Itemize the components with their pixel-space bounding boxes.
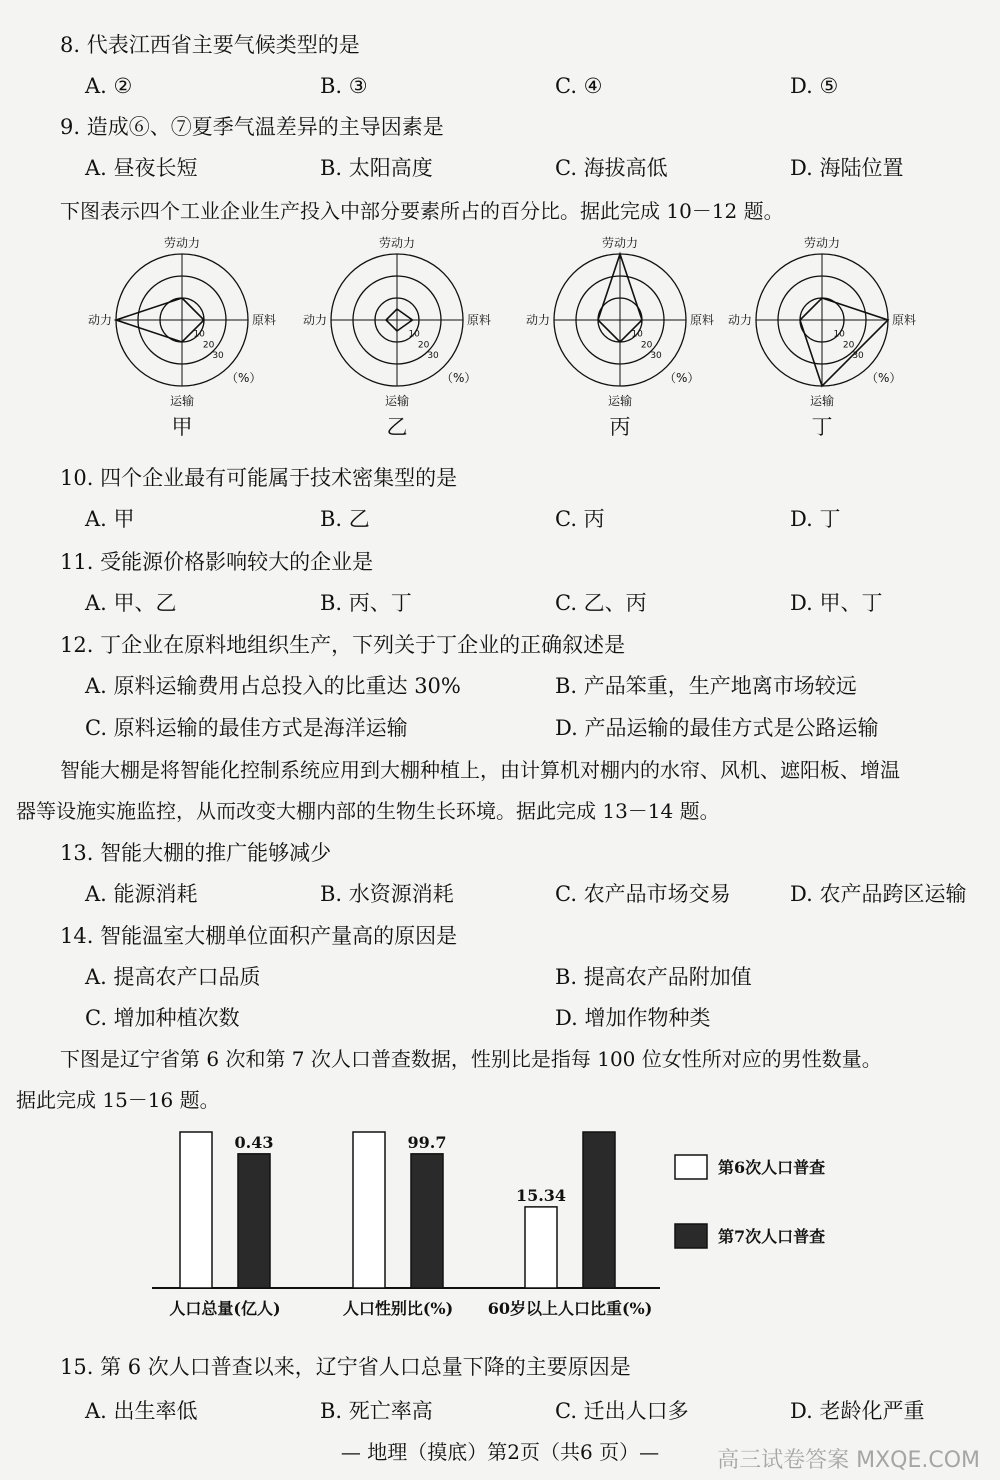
radar-chart-name: 乙 xyxy=(386,415,408,439)
question-12-stem: 12. 丁企业在原料地组织生产，下列关于丁企业的正确叙述是 xyxy=(60,633,626,657)
radar-axis-label-top: 劳动力 xyxy=(803,236,841,250)
radar-axis-label-bottom: 运输 xyxy=(169,394,195,408)
radar-axis-label-left: 动力 xyxy=(87,313,112,327)
question-15-stem: 15. 第 6 次人口普查以来，辽宁省人口总量下降的主要原因是 xyxy=(60,1355,631,1379)
bar-data-label: 99.7 xyxy=(407,1132,447,1152)
q13-option-a[interactable]: A. 能源消耗 xyxy=(85,882,198,906)
legend-label-census6: 第6次人口普查 xyxy=(718,1158,826,1177)
q10-option-a[interactable]: A. 甲 xyxy=(85,507,135,531)
radar-axis-label-top: 劳动力 xyxy=(163,236,201,250)
q8-option-c[interactable]: C. ④ xyxy=(555,74,603,98)
intro-15-16-line1: 下图是辽宁省第 6 次和第 7 次人口普查数据，性别比是指每 100 位女性所对应的男性数量。 xyxy=(60,1047,882,1071)
radar-ring-label-2: 20 xyxy=(417,340,430,351)
bar-chart-svg xyxy=(140,1120,880,1325)
q15-option-a[interactable]: A. 出生率低 xyxy=(85,1399,198,1423)
radar-unit-label: （%） xyxy=(441,371,477,385)
q12-option-a[interactable]: A. 原料运输费用占总投入的比重达 30% xyxy=(85,674,461,698)
q9-option-a[interactable]: A. 昼夜长短 xyxy=(85,156,198,180)
q13-option-d[interactable]: D. 农产品跨区运输 xyxy=(790,882,967,906)
q10-option-b[interactable]: B. 乙 xyxy=(320,507,370,531)
radar-ring-label-3: 30 xyxy=(650,350,662,361)
watermark-logo: 高三试卷答案 MXQE.COM xyxy=(717,1448,980,1473)
radar-unit-label: （%） xyxy=(866,371,902,385)
legend-label-census7: 第7次人口普查 xyxy=(718,1227,826,1246)
q12-option-d[interactable]: D. 产品运输的最佳方式是公路运输 xyxy=(555,716,879,740)
radar-axis-label-top: 劳动力 xyxy=(601,236,639,250)
radar-chart-4 xyxy=(728,235,916,439)
intro-13-14-line1: 智能大棚是将智能化控制系统应用到大棚种植上，由计算机对棚内的水帘、风机、遮阳板、增温 xyxy=(60,758,900,782)
radar-unit-label: （%） xyxy=(664,371,700,385)
radar-axis-label-left: 动力 xyxy=(727,313,752,327)
bar-data-label: 15.34 xyxy=(515,1185,567,1205)
question-13-stem: 13. 智能大棚的推广能够减少 xyxy=(60,841,332,865)
bar-census7-1 xyxy=(238,1154,270,1288)
intro-13-14-line2: 器等设施实施监控，从而改变大棚内部的生物生长环境。据此完成 13－14 题。 xyxy=(16,799,720,823)
radar-ring-label-3: 30 xyxy=(852,350,864,361)
bar-category-label: 人口性别比(%) xyxy=(342,1299,454,1318)
q15-option-c[interactable]: C. 迁出人口多 xyxy=(555,1399,689,1423)
radar-axis-label-right: 原料 xyxy=(252,313,277,327)
intro-10-12: 下图表示四个工业企业生产投入中部分要素所占的百分比。据此完成 10－12 题。 xyxy=(60,199,784,223)
q11-option-b[interactable]: B. 丙、丁 xyxy=(320,591,412,615)
q9-option-d[interactable]: D. 海陆位置 xyxy=(790,156,904,180)
bar-census6-2 xyxy=(353,1132,385,1288)
radar-axis-label-left: 动力 xyxy=(302,313,327,327)
q12-option-b[interactable]: B. 产品笨重，生产地离市场较远 xyxy=(555,674,857,698)
census-bar-chart xyxy=(140,1120,880,1325)
q14-option-a[interactable]: A. 提高农产口品质 xyxy=(85,965,261,989)
question-8-stem: 8. 代表江西省主要气候类型的是 xyxy=(60,33,360,57)
q11-option-c[interactable]: C. 乙、丙 xyxy=(555,591,647,615)
q12-option-c[interactable]: C. 原料运输的最佳方式是海洋运输 xyxy=(85,716,408,740)
intro-15-16-line2: 据此完成 15－16 题。 xyxy=(16,1088,220,1112)
question-10-stem: 10. 四个企业最有可能属于技术密集型的是 xyxy=(60,466,458,490)
radar-axis-label-right: 原料 xyxy=(892,313,917,327)
radar-charts xyxy=(0,232,1000,447)
page-footer: — 地理（摸底）第2页（共6 页）— xyxy=(340,1440,660,1464)
q8-option-a[interactable]: A. ② xyxy=(85,74,133,98)
bar-census6-1 xyxy=(180,1132,212,1288)
q13-option-b[interactable]: B. 水资源消耗 xyxy=(320,882,454,906)
bar-census7-2 xyxy=(411,1154,443,1288)
bar-census6-3 xyxy=(525,1207,557,1288)
radar-ring-label-1: 10 xyxy=(408,329,420,340)
radar-axis-label-top: 劳动力 xyxy=(378,236,416,250)
q10-option-c[interactable]: C. 丙 xyxy=(555,507,605,531)
bar-category-label: 60岁以上人口比重(%) xyxy=(487,1299,653,1318)
bar-category-label: 人口总量(亿人) xyxy=(169,1299,281,1318)
q14-option-c[interactable]: C. 增加种植次数 xyxy=(85,1006,240,1030)
radar-chart-1 xyxy=(88,235,276,439)
radar-axis-label-left: 动力 xyxy=(525,313,550,327)
radar-ring-label-1: 10 xyxy=(193,329,205,340)
bar-data-label: 0.43 xyxy=(234,1132,274,1152)
radar-ring-label-1: 10 xyxy=(833,329,845,340)
radar-axis-label-bottom: 运输 xyxy=(384,394,410,408)
radar-ring-label-2: 20 xyxy=(640,340,653,351)
q15-option-b[interactable]: B. 死亡率高 xyxy=(320,1399,433,1423)
radar-chart-name: 丁 xyxy=(811,415,833,439)
q11-option-d[interactable]: D. 甲、丁 xyxy=(790,591,883,615)
radar-chart-name: 甲 xyxy=(171,415,193,439)
radar-unit-label: （%） xyxy=(226,371,262,385)
radar-ring-label-1: 10 xyxy=(631,329,643,340)
q14-option-d[interactable]: D. 增加作物种类 xyxy=(555,1006,711,1030)
bar-census7-3 xyxy=(583,1132,615,1288)
radar-ring-label-3: 30 xyxy=(427,350,439,361)
q9-option-b[interactable]: B. 太阳高度 xyxy=(320,156,433,180)
q8-option-b[interactable]: B. ③ xyxy=(320,74,368,98)
q9-option-c[interactable]: C. 海拔高低 xyxy=(555,156,668,180)
radar-chart-name: 丙 xyxy=(609,415,631,439)
question-9-stem: 9. 造成⑥、⑦夏季气温差异的主导因素是 xyxy=(60,115,444,139)
radar-ring-label-3: 30 xyxy=(212,350,224,361)
q15-option-d[interactable]: D. 老龄化严重 xyxy=(790,1399,925,1423)
q10-option-d[interactable]: D. 丁 xyxy=(790,507,841,531)
question-11-stem: 11. 受能源价格影响较大的企业是 xyxy=(60,550,374,574)
legend-swatch-census7 xyxy=(675,1224,707,1248)
radar-axis-label-bottom: 运输 xyxy=(607,394,633,408)
radar-ring-label-2: 20 xyxy=(202,340,215,351)
q14-option-b[interactable]: B. 提高农产品附加值 xyxy=(555,965,752,989)
question-14-stem: 14. 智能温室大棚单位面积产量高的原因是 xyxy=(60,924,458,948)
q11-option-a[interactable]: A. 甲、乙 xyxy=(85,591,177,615)
radar-axis-label-bottom: 运输 xyxy=(809,394,835,408)
legend-swatch-census6 xyxy=(675,1155,707,1179)
radar-chart-2 xyxy=(303,235,491,439)
radar-ring-label-2: 20 xyxy=(842,340,855,351)
radar-chart-3 xyxy=(526,235,714,439)
q8-option-d[interactable]: D. ⑤ xyxy=(790,74,839,98)
q13-option-c[interactable]: C. 农产品市场交易 xyxy=(555,882,731,906)
radar-svg xyxy=(0,232,1000,447)
radar-axis-label-right: 原料 xyxy=(690,313,715,327)
radar-axis-label-right: 原料 xyxy=(467,313,492,327)
